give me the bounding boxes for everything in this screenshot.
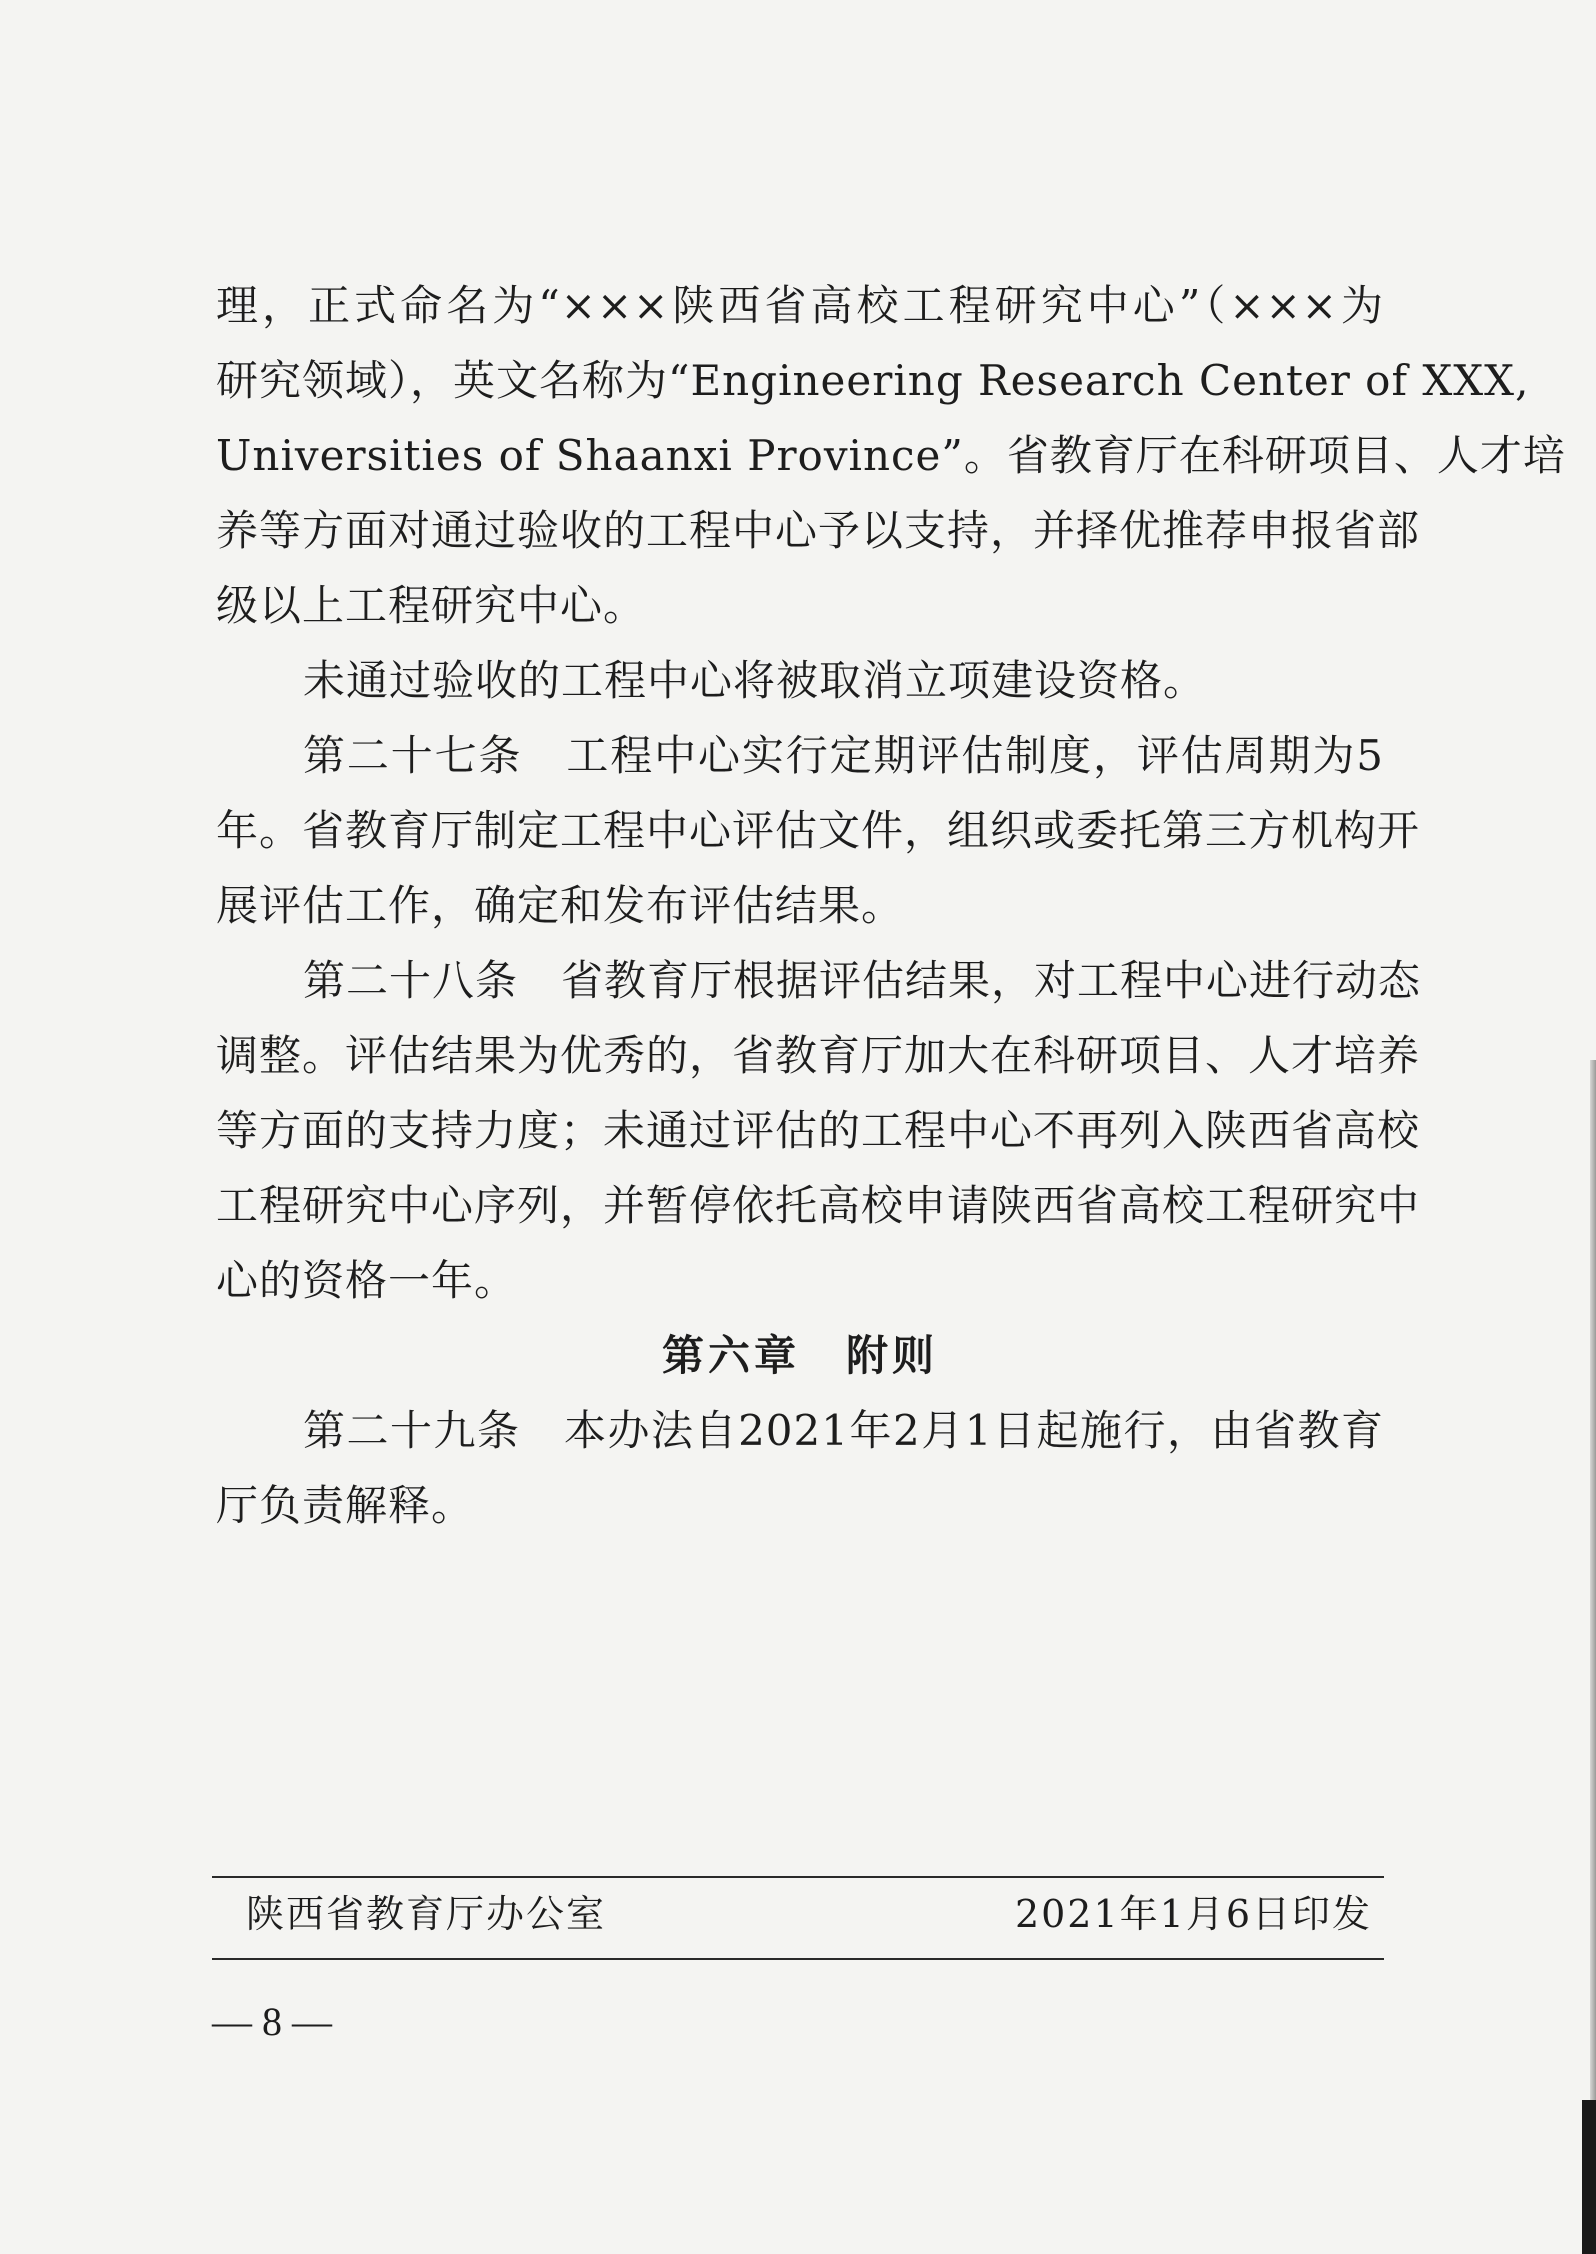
scan-edge-shadow bbox=[1590, 1060, 1596, 2254]
article-27-heading-line: 第二十七条 工程中心实行定期评估制度，评估周期为5 bbox=[303, 731, 1384, 780]
text-line: 研究领域），英文名称为“Engineering Research Center of XXX, bbox=[216, 356, 1530, 405]
text-line: 理，正式命名为“×××陕西省高校工程研究中心”（×××为 bbox=[216, 281, 1384, 330]
article-29-heading-line: 第二十九条 本办法自2021年2月1日起施行，由省教育 bbox=[303, 1406, 1384, 1455]
text-line: 工程研究中心序列，并暂停依托高校申请陕西省高校工程研究中 bbox=[216, 1181, 1421, 1230]
text-line: 心的资格一年。 bbox=[216, 1256, 518, 1305]
footer-issuer: 陕西省教育厅办公室 bbox=[246, 1892, 607, 1936]
footer-top-rule bbox=[212, 1876, 1384, 1878]
document-body bbox=[216, 268, 1566, 1543]
footer-date: 2021年1月6日印发 bbox=[1014, 1892, 1372, 1936]
chapter-heading: 第六章 附则 bbox=[661, 1331, 938, 1380]
text-line: 展评估工作，确定和发布评估结果。 bbox=[216, 881, 905, 930]
scan-edge-dark bbox=[1582, 2100, 1596, 2254]
text-line: 养等方面对通过验收的工程中心予以支持，并择优推荐申报省部 bbox=[216, 506, 1421, 555]
page-number: — 8 — bbox=[212, 1999, 332, 2044]
text-line: 等方面的支持力度；未通过评估的工程中心不再列入陕西省高校 bbox=[216, 1106, 1421, 1155]
text-line: 年。省教育厅制定工程中心评估文件，组织或委托第三方机构开 bbox=[216, 806, 1421, 855]
text-line: 未通过验收的工程中心将被取消立项建设资格。 bbox=[303, 656, 1207, 705]
footer-bottom-rule bbox=[212, 1958, 1384, 1960]
text-line: Universities of Shaanxi Province”。省教育厅在科研项目、人才培 bbox=[216, 431, 1566, 480]
text-line: 厅负责解释。 bbox=[216, 1481, 475, 1530]
text-line: 级以上工程研究中心。 bbox=[216, 581, 647, 630]
article-28-heading-line: 第二十八条 省教育厅根据评估结果，对工程中心进行动态 bbox=[303, 956, 1422, 1005]
text-line: 调整。评估结果为优秀的，省教育厅加大在科研项目、人才培养 bbox=[216, 1031, 1421, 1080]
